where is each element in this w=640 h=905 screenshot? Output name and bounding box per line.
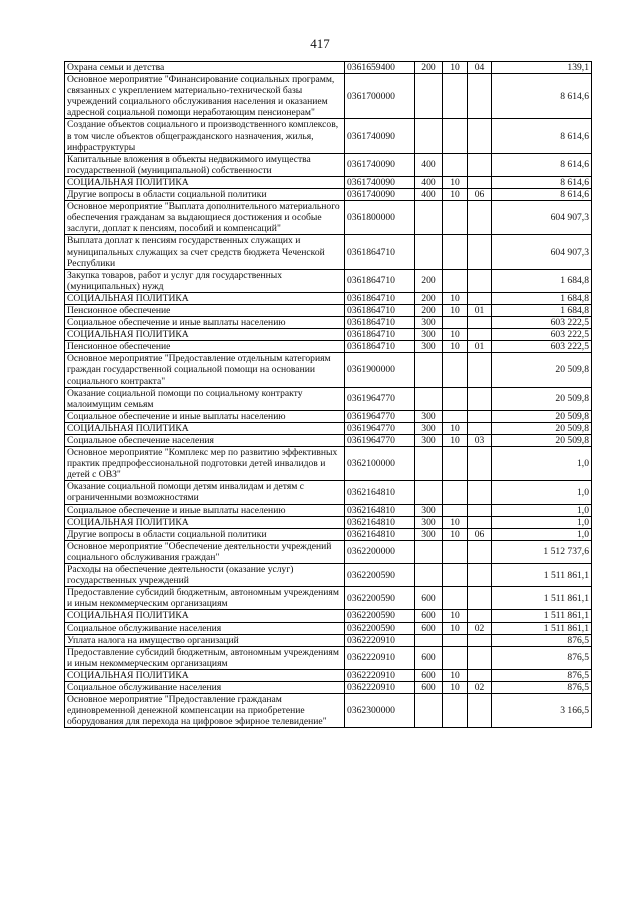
table-row xyxy=(65,634,592,646)
row-name-cell: СОЦИАЛЬНАЯ ПОЛИТИКА xyxy=(65,669,345,681)
row-subsection-cell xyxy=(468,669,492,681)
row-name-cell: Уплата налога на имущество организаций xyxy=(65,634,345,646)
row-name-cell: Создание объектов социального и производственного комплексов, в том числе объектов общегражданского назначения, жилья, инфраструктуры xyxy=(65,119,345,153)
row-subsection-cell xyxy=(468,564,492,587)
row-amount-cell: 20 509,8 xyxy=(492,422,592,434)
row-expense-type-cell: 600 xyxy=(415,610,443,622)
row-section-cell xyxy=(443,235,468,269)
row-amount-cell: 603 222,5 xyxy=(492,317,592,329)
row-amount-cell: 8 614,6 xyxy=(492,176,592,188)
row-expense-type-cell: 300 xyxy=(415,329,443,341)
row-subsection-cell: 06 xyxy=(468,528,492,540)
table-row xyxy=(65,292,592,304)
row-subsection-cell xyxy=(468,694,492,728)
row-name-cell: Капитальные вложения в объекты недвижимого имущества государственной (муниципальной) собственности xyxy=(65,153,345,176)
row-section-cell: 10 xyxy=(443,422,468,434)
row-code-cell: 0362164810 xyxy=(345,528,415,540)
row-code-cell: 0362200000 xyxy=(345,540,415,563)
table-row xyxy=(65,694,592,728)
row-section-cell xyxy=(443,387,468,410)
row-amount-cell: 604 907,3 xyxy=(492,201,592,235)
row-section-cell xyxy=(443,587,468,610)
row-code-cell: 0361740090 xyxy=(345,189,415,201)
row-subsection-cell xyxy=(468,153,492,176)
row-expense-type-cell: 600 xyxy=(415,681,443,693)
row-expense-type-cell: 200 xyxy=(415,269,443,292)
row-code-cell: 0362220910 xyxy=(345,646,415,669)
row-amount-cell: 1 512 737,6 xyxy=(492,540,592,563)
row-section-cell xyxy=(443,447,468,481)
row-subsection-cell: 02 xyxy=(468,681,492,693)
row-name-cell: Оказание социальной помощи детям инвалидам и детям с ограниченными возможностями xyxy=(65,481,345,504)
row-name-cell: СОЦИАЛЬНАЯ ПОЛИТИКА xyxy=(65,292,345,304)
row-subsection-cell xyxy=(468,317,492,329)
row-expense-type-cell: 600 xyxy=(415,622,443,634)
row-code-cell: 0361864710 xyxy=(345,269,415,292)
row-code-cell: 0361864710 xyxy=(345,341,415,353)
row-code-cell: 0362200590 xyxy=(345,587,415,610)
row-subsection-cell xyxy=(468,504,492,516)
page-number: 417 xyxy=(310,36,330,51)
row-subsection-cell xyxy=(468,329,492,341)
row-name-cell: Другие вопросы в области социальной политики xyxy=(65,528,345,540)
row-code-cell: 0362220910 xyxy=(345,681,415,693)
row-amount-cell: 20 509,8 xyxy=(492,387,592,410)
table-row xyxy=(65,341,592,353)
budget-table-body xyxy=(65,62,592,728)
table-row xyxy=(65,435,592,447)
row-section-cell: 10 xyxy=(443,435,468,447)
row-subsection-cell xyxy=(468,610,492,622)
row-name-cell: Социальное обеспечение и иные выплаты населению xyxy=(65,317,345,329)
row-section-cell xyxy=(443,119,468,153)
row-code-cell: 0361964770 xyxy=(345,422,415,434)
row-section-cell xyxy=(443,317,468,329)
table-row xyxy=(65,681,592,693)
row-subsection-cell xyxy=(468,269,492,292)
row-amount-cell: 603 222,5 xyxy=(492,341,592,353)
row-section-cell: 10 xyxy=(443,610,468,622)
table-row xyxy=(65,610,592,622)
row-section-cell: 10 xyxy=(443,528,468,540)
row-section-cell: 10 xyxy=(443,329,468,341)
row-subsection-cell: 01 xyxy=(468,341,492,353)
row-section-cell xyxy=(443,269,468,292)
row-amount-cell: 876,5 xyxy=(492,669,592,681)
row-expense-type-cell: 200 xyxy=(415,304,443,316)
row-code-cell: 0362200590 xyxy=(345,622,415,634)
row-amount-cell: 139,1 xyxy=(492,62,592,74)
row-section-cell: 10 xyxy=(443,189,468,201)
row-name-cell: Пенсионное обеспечение xyxy=(65,341,345,353)
row-name-cell: Предоставление субсидий бюджетным, автономным учреждениям и иным некоммерческим организациям xyxy=(65,646,345,669)
row-code-cell: 0362220910 xyxy=(345,634,415,646)
row-amount-cell: 1 684,8 xyxy=(492,292,592,304)
row-section-cell: 10 xyxy=(443,304,468,316)
row-name-cell: Расходы на обеспечение деятельности (оказание услуг) государственных учреждений xyxy=(65,564,345,587)
row-subsection-cell xyxy=(468,119,492,153)
row-section-cell xyxy=(443,504,468,516)
row-subsection-cell xyxy=(468,292,492,304)
row-expense-type-cell xyxy=(415,564,443,587)
row-code-cell: 0361964770 xyxy=(345,435,415,447)
table-row xyxy=(65,622,592,634)
row-section-cell: 10 xyxy=(443,516,468,528)
row-expense-type-cell: 200 xyxy=(415,292,443,304)
row-subsection-cell: 04 xyxy=(468,62,492,74)
row-name-cell: СОЦИАЛЬНАЯ ПОЛИТИКА xyxy=(65,176,345,188)
row-expense-type-cell: 600 xyxy=(415,669,443,681)
row-code-cell: 0361740090 xyxy=(345,119,415,153)
row-name-cell: Предоставление субсидий бюджетным, автономным учреждениям и иным некоммерческим организациям xyxy=(65,587,345,610)
row-section-cell: 10 xyxy=(443,62,468,74)
row-amount-cell: 1,0 xyxy=(492,528,592,540)
row-section-cell: 10 xyxy=(443,681,468,693)
row-amount-cell: 1 684,8 xyxy=(492,269,592,292)
row-code-cell: 0361864710 xyxy=(345,292,415,304)
table-row xyxy=(65,410,592,422)
table-row xyxy=(65,235,592,269)
table-row xyxy=(65,201,592,235)
row-expense-type-cell: 600 xyxy=(415,587,443,610)
row-name-cell: Основное мероприятие "Обеспечение деятельности учреждений социального обслуживания граждан" xyxy=(65,540,345,563)
row-expense-type-cell: 300 xyxy=(415,435,443,447)
row-section-cell: 10 xyxy=(443,176,468,188)
row-expense-type-cell xyxy=(415,481,443,504)
row-subsection-cell xyxy=(468,587,492,610)
row-name-cell: Социальное обслуживание населения xyxy=(65,681,345,693)
row-name-cell: Социальное обеспечение населения xyxy=(65,435,345,447)
table-row xyxy=(65,269,592,292)
table-row xyxy=(65,481,592,504)
row-code-cell: 0362100000 xyxy=(345,447,415,481)
table-row xyxy=(65,62,592,74)
row-expense-type-cell xyxy=(415,119,443,153)
row-subsection-cell xyxy=(468,422,492,434)
row-name-cell: Основное мероприятие "Выплата дополнительного материального обеспечения гражданам за выдающиеся достижения и особые заслуги, доплат к пенсиям, пособий и компенсаций" xyxy=(65,201,345,235)
table-row xyxy=(65,564,592,587)
row-subsection-cell xyxy=(468,634,492,646)
row-expense-type-cell xyxy=(415,387,443,410)
row-expense-type-cell: 200 xyxy=(415,62,443,74)
row-code-cell: 0362220910 xyxy=(345,669,415,681)
table-row xyxy=(65,669,592,681)
table-row xyxy=(65,119,592,153)
row-amount-cell: 8 614,6 xyxy=(492,153,592,176)
row-amount-cell: 1 511 861,1 xyxy=(492,610,592,622)
row-subsection-cell xyxy=(468,176,492,188)
table-row xyxy=(65,540,592,563)
table-row xyxy=(65,422,592,434)
row-amount-cell: 8 614,6 xyxy=(492,74,592,119)
row-subsection-cell xyxy=(468,74,492,119)
row-section-cell xyxy=(443,564,468,587)
row-subsection-cell: 01 xyxy=(468,304,492,316)
row-expense-type-cell: 300 xyxy=(415,317,443,329)
row-subsection-cell: 02 xyxy=(468,622,492,634)
table-row xyxy=(65,646,592,669)
row-amount-cell: 1,0 xyxy=(492,447,592,481)
row-code-cell: 0361740090 xyxy=(345,176,415,188)
row-expense-type-cell: 300 xyxy=(415,410,443,422)
row-code-cell: 0361700000 xyxy=(345,74,415,119)
table-row xyxy=(65,329,592,341)
row-code-cell: 0361864710 xyxy=(345,329,415,341)
table-row xyxy=(65,516,592,528)
row-amount-cell: 1 511 861,1 xyxy=(492,622,592,634)
row-amount-cell: 8 614,6 xyxy=(492,119,592,153)
row-name-cell: СОЦИАЛЬНАЯ ПОЛИТИКА xyxy=(65,610,345,622)
row-amount-cell: 604 907,3 xyxy=(492,235,592,269)
row-expense-type-cell xyxy=(415,447,443,481)
row-name-cell: Оказание социальной помощи по социальному контракту малоимущим семьям xyxy=(65,387,345,410)
row-name-cell: Другие вопросы в области социальной политики xyxy=(65,189,345,201)
row-amount-cell: 1,0 xyxy=(492,504,592,516)
table-row xyxy=(65,528,592,540)
row-section-cell xyxy=(443,153,468,176)
row-code-cell: 0362200590 xyxy=(345,564,415,587)
table-row xyxy=(65,304,592,316)
row-amount-cell: 603 222,5 xyxy=(492,329,592,341)
row-expense-type-cell: 400 xyxy=(415,153,443,176)
table-row xyxy=(65,387,592,410)
row-expense-type-cell xyxy=(415,540,443,563)
row-amount-cell: 1,0 xyxy=(492,516,592,528)
row-code-cell: 0361964770 xyxy=(345,410,415,422)
table-row xyxy=(65,153,592,176)
row-section-cell xyxy=(443,646,468,669)
row-section-cell xyxy=(443,410,468,422)
row-code-cell: 0361800000 xyxy=(345,201,415,235)
row-section-cell xyxy=(443,74,468,119)
row-subsection-cell: 06 xyxy=(468,189,492,201)
row-subsection-cell xyxy=(468,410,492,422)
row-subsection-cell xyxy=(468,387,492,410)
row-name-cell: Охрана семьи и детства xyxy=(65,62,345,74)
row-subsection-cell xyxy=(468,516,492,528)
row-name-cell: Социальное обеспечение и иные выплаты населению xyxy=(65,504,345,516)
row-subsection-cell xyxy=(468,447,492,481)
row-subsection-cell xyxy=(468,353,492,387)
row-expense-type-cell: 300 xyxy=(415,516,443,528)
row-amount-cell: 20 509,8 xyxy=(492,353,592,387)
table-row xyxy=(65,176,592,188)
row-amount-cell: 876,5 xyxy=(492,646,592,669)
row-amount-cell: 20 509,8 xyxy=(492,435,592,447)
row-name-cell: Пенсионное обеспечение xyxy=(65,304,345,316)
row-name-cell: Основное мероприятие "Финансирование социальных программ, связанных с укреплением материально-технической базы учреждений социального обслуживания населения и оказанием адресной социальной помощи неработающим пенсионерам" xyxy=(65,74,345,119)
row-code-cell: 0361659400 xyxy=(345,62,415,74)
row-amount-cell: 1 511 861,1 xyxy=(492,587,592,610)
row-expense-type-cell xyxy=(415,694,443,728)
row-section-cell: 10 xyxy=(443,622,468,634)
row-expense-type-cell xyxy=(415,353,443,387)
row-subsection-cell xyxy=(468,646,492,669)
row-expense-type-cell: 300 xyxy=(415,528,443,540)
table-row xyxy=(65,317,592,329)
row-code-cell: 0361864710 xyxy=(345,317,415,329)
row-expense-type-cell xyxy=(415,201,443,235)
row-name-cell: Социальное обслуживание населения xyxy=(65,622,345,634)
row-code-cell: 0362164810 xyxy=(345,481,415,504)
row-name-cell: Основное мероприятие "Комплекс мер по развитию эффективных практик предпрофессиональной подготовки детей инвалидов и детей с ОВЗ" xyxy=(65,447,345,481)
row-section-cell: 10 xyxy=(443,341,468,353)
row-expense-type-cell xyxy=(415,74,443,119)
row-code-cell: 0361740090 xyxy=(345,153,415,176)
table-row xyxy=(65,74,592,119)
row-name-cell: Социальное обеспечение и иные выплаты населению xyxy=(65,410,345,422)
row-section-cell: 10 xyxy=(443,292,468,304)
row-amount-cell: 8 614,6 xyxy=(492,189,592,201)
row-expense-type-cell: 400 xyxy=(415,176,443,188)
row-subsection-cell xyxy=(468,481,492,504)
row-code-cell: 0362164810 xyxy=(345,504,415,516)
row-section-cell xyxy=(443,353,468,387)
row-section-cell xyxy=(443,540,468,563)
row-subsection-cell: 03 xyxy=(468,435,492,447)
table-row xyxy=(65,189,592,201)
row-name-cell: Основное мероприятие "Предоставление отдельным категориям граждан государственной социальной помощи на основании социального контракта" xyxy=(65,353,345,387)
row-code-cell: 0361900000 xyxy=(345,353,415,387)
row-expense-type-cell: 300 xyxy=(415,341,443,353)
row-code-cell: 0361864710 xyxy=(345,235,415,269)
row-amount-cell: 876,5 xyxy=(492,634,592,646)
row-section-cell xyxy=(443,634,468,646)
row-amount-cell: 3 166,5 xyxy=(492,694,592,728)
row-section-cell xyxy=(443,201,468,235)
row-amount-cell: 1 684,8 xyxy=(492,304,592,316)
row-name-cell: СОЦИАЛЬНАЯ ПОЛИТИКА xyxy=(65,422,345,434)
budget-table xyxy=(64,61,592,728)
table-row xyxy=(65,353,592,387)
row-amount-cell: 876,5 xyxy=(492,681,592,693)
row-code-cell: 0361964770 xyxy=(345,387,415,410)
row-code-cell: 0362200590 xyxy=(345,610,415,622)
row-expense-type-cell: 300 xyxy=(415,504,443,516)
row-code-cell: 0361864710 xyxy=(345,304,415,316)
row-expense-type-cell: 300 xyxy=(415,422,443,434)
row-section-cell: 10 xyxy=(443,669,468,681)
row-name-cell: СОЦИАЛЬНАЯ ПОЛИТИКА xyxy=(65,329,345,341)
row-section-cell xyxy=(443,481,468,504)
table-row xyxy=(65,587,592,610)
row-expense-type-cell xyxy=(415,235,443,269)
row-expense-type-cell: 600 xyxy=(415,646,443,669)
table-row xyxy=(65,447,592,481)
row-subsection-cell xyxy=(468,235,492,269)
row-amount-cell: 1 511 861,1 xyxy=(492,564,592,587)
row-code-cell: 0362300000 xyxy=(345,694,415,728)
row-name-cell: СОЦИАЛЬНАЯ ПОЛИТИКА xyxy=(65,516,345,528)
table-row xyxy=(65,504,592,516)
row-expense-type-cell xyxy=(415,634,443,646)
row-code-cell: 0362164810 xyxy=(345,516,415,528)
row-amount-cell: 1,0 xyxy=(492,481,592,504)
row-name-cell: Выплата доплат к пенсиям государственных служащих и муниципальных служащих за счет средств бюджета Чеченской Республики xyxy=(65,235,345,269)
row-name-cell: Основное мероприятие "Предоставление гражданам единовременной денежной компенсации на приобретение оборудования для перехода на цифровое эфирное телевидение" xyxy=(65,694,345,728)
row-subsection-cell xyxy=(468,540,492,563)
row-expense-type-cell: 400 xyxy=(415,189,443,201)
row-name-cell: Закупка товаров, работ и услуг для государственных (муниципальных) нужд xyxy=(65,269,345,292)
row-amount-cell: 20 509,8 xyxy=(492,410,592,422)
row-subsection-cell xyxy=(468,201,492,235)
row-section-cell xyxy=(443,694,468,728)
